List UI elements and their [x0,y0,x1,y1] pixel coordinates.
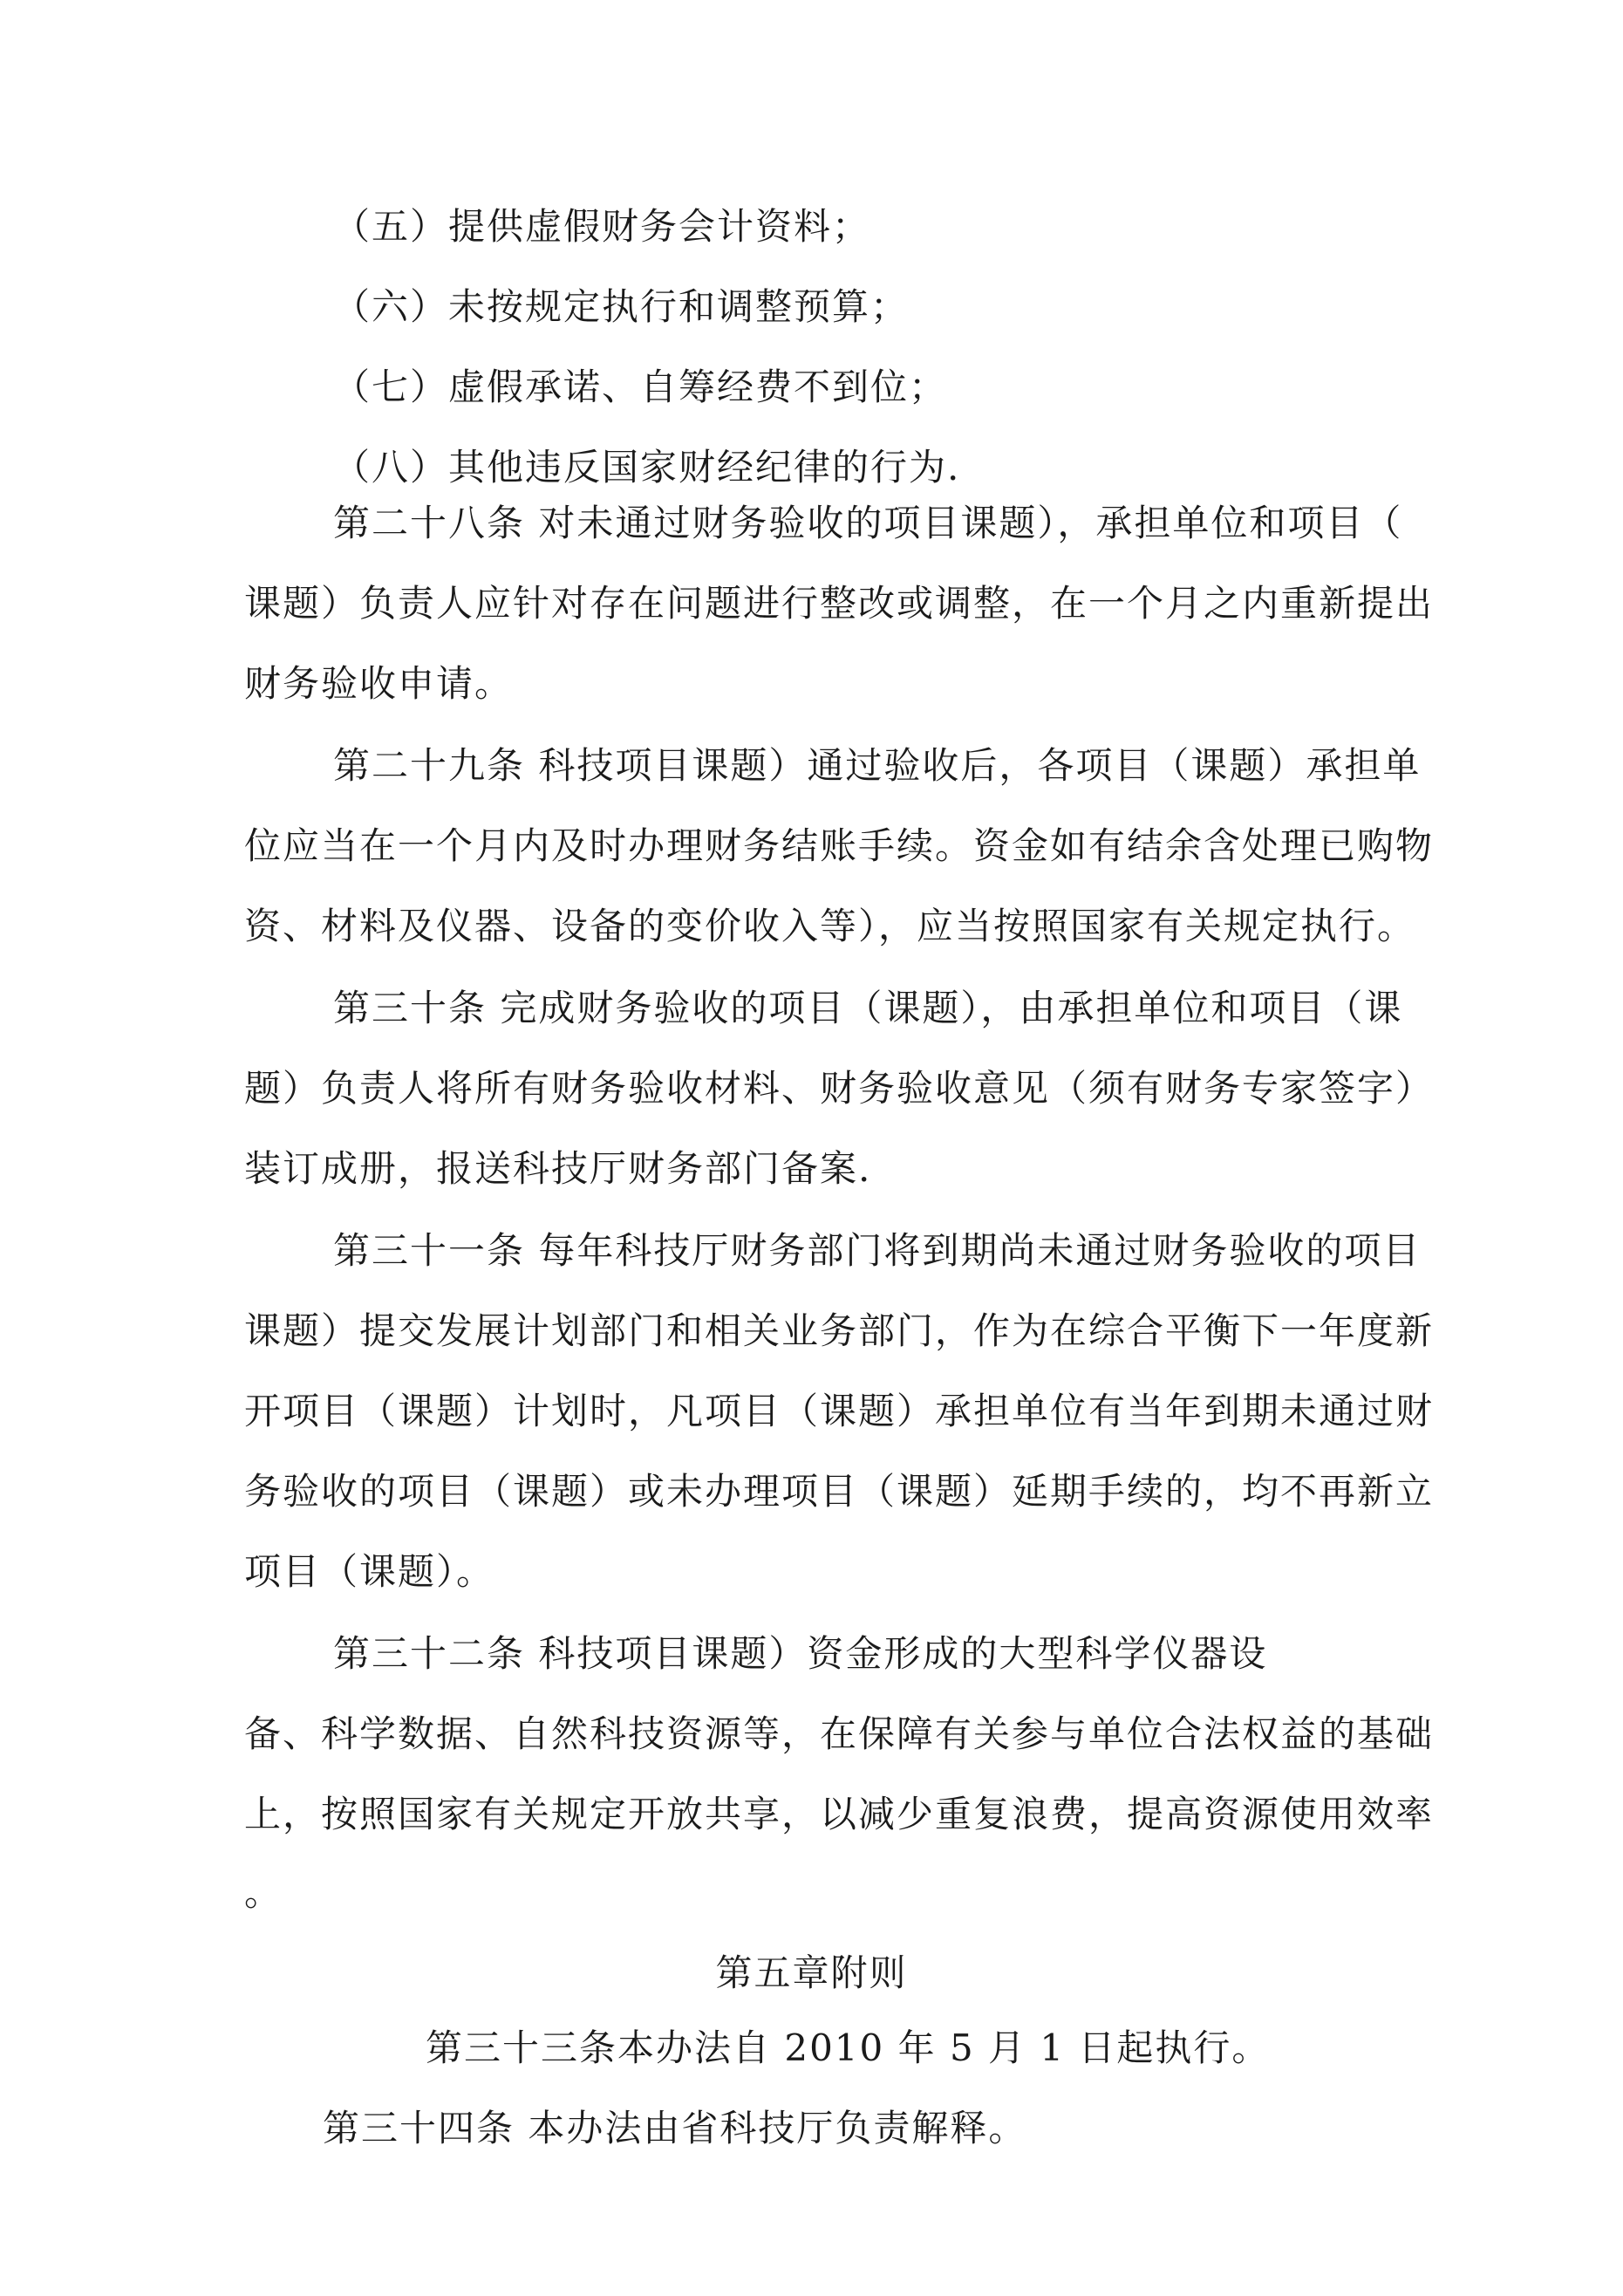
item-7: （七）虚假承诺、自筹经费不到位； [333,366,948,408]
article-29-line-3: 资、材料及仪器、设备的变价收入等），应当按照国家有关规定执行。 [244,905,1416,947]
article-30-line-3: 装订成册，报送科技厅财务部门备案. [244,1147,872,1190]
article-32-line-4: 。 [244,1871,283,1914]
article-31-line-2: 课题）提交发展计划部门和相关业务部门，作为在综合平衡下一年度新 [244,1309,1435,1352]
article-30-line-2: 题）负责人将所有财务验收材料、财务验收意见（须有财务专家签字） [244,1067,1435,1110]
item-8: （八）其他违反国家财经纪律的行为. [333,446,961,489]
chapter-5-title: 第五章附则 [715,1951,908,1994]
article-34: 第三十四条 本办法由省科技厅负责解释。 [323,2107,1027,2149]
item-5: （五）提供虚假财务会计资料； [333,205,871,248]
article-28-line-2: 课题）负责人应针对存在问题进行整改或调整，在一个月之内重新提出 [244,582,1435,625]
article-32-line-1: 第三十二条 科技项目课题）资金形成的大型科学仪器设 [333,1632,1268,1675]
article-32-line-3: 上，按照国家有关规定开放共享，以减少重复浪费，提高资源使用效率 [244,1793,1435,1835]
article-31-line-3: 开项目（课题）计划时，凡项目（课题）承担单位有当年到期未通过财 [244,1390,1435,1432]
article-33: 第三十三条本办法自 2010 年 5 月 1 日起执行。 [426,2026,1271,2069]
article-32-line-2: 备、科学数据、自然科技资源等，在保障有关参与单位合法权益的基础 [244,1712,1435,1755]
article-28-line-1: 第二十八条 对未通过财务验收的项目课题），承担单位和项目（ [333,502,1403,544]
item-6: （六）未按规定执行和调整预算； [333,285,910,328]
article-28-line-3: 财务验收申请。 [244,662,514,705]
article-31-line-5: 项目（课题）。 [244,1550,495,1593]
article-31-line-4: 务验收的项目（课题）或未办理项目（课题）延期手续的，均不再新立 [244,1470,1435,1513]
article-29-line-1: 第二十九条 科技项目课题）通过验收后，各项目（课题）承担单 [333,744,1422,787]
article-29-line-2: 位应当在一个月内及时办理财务结账手续。资金如有结余含处理已购物 [244,824,1435,867]
article-31-line-1: 第三十一条 每年科技厅财务部门将到期尚未通过财务验收的项目 [333,1229,1422,1272]
article-30-line-1: 第三十条 完成财务验收的项目（课题），由承担单位和项目（课 [333,987,1403,1029]
